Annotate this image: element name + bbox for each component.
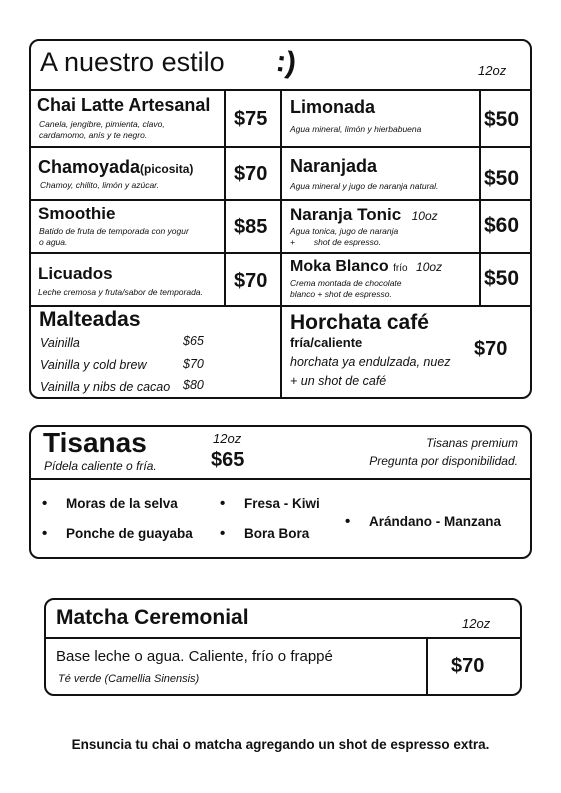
smiley-icon: :) bbox=[273, 44, 299, 81]
item-name-smoothie: Smoothie bbox=[38, 204, 116, 223]
horchata-title: Horchata café bbox=[290, 311, 429, 334]
item-name-licuados: Licuados bbox=[38, 264, 113, 283]
estilo-right-price-divider bbox=[479, 89, 481, 305]
matcha-sub: Té verde (Camellia Sinensis) bbox=[58, 673, 200, 685]
matcha-price: $70 bbox=[451, 655, 485, 677]
tisana-flavor-4: • Bora Bora bbox=[220, 525, 309, 542]
malteada-name-2: Vainilla y cold brew bbox=[40, 358, 147, 372]
item-price-chai: $75 bbox=[234, 108, 268, 130]
item-desc1-moka: Crema montada de chocolate bbox=[290, 278, 402, 288]
item-name-limonada: Limonada bbox=[290, 97, 376, 117]
estilo-row-divider-2 bbox=[30, 199, 531, 201]
item-name-chamoyada bbox=[38, 157, 193, 178]
item-desc-limonada: Agua mineral, limón y hierbabuena bbox=[290, 124, 422, 134]
malteada-price-3: $80 bbox=[183, 378, 204, 392]
item-name-naranja-tonic: Naranja Tonic bbox=[290, 205, 402, 224]
tisanas-premium-1: Tisanas premium bbox=[426, 436, 518, 450]
item-price-licuados: $70 bbox=[234, 270, 268, 292]
estilo-row-divider-4 bbox=[30, 305, 531, 307]
tisanas-price: $65 bbox=[211, 449, 245, 471]
item-size-moka: 10oz bbox=[416, 260, 443, 274]
tisana-flavor-2: • Ponche de guayaba bbox=[42, 525, 193, 542]
item-desc2-naranja-tonic: + shot de espresso. bbox=[290, 237, 381, 247]
item-name-moka: Moka Blanco bbox=[290, 258, 389, 275]
item-title-naranja-tonic bbox=[290, 205, 438, 225]
item-size-naranja-tonic: 10oz bbox=[411, 209, 438, 223]
malteadas-title: Malteadas bbox=[39, 308, 141, 331]
malteada-name-1: Vainilla bbox=[40, 336, 80, 350]
item-name-chai: Chai Latte Artesanal bbox=[37, 95, 211, 115]
estilo-size: 12oz bbox=[478, 63, 507, 78]
item-price-chamoyada: $70 bbox=[234, 163, 268, 185]
horchata-subtitle: fría/caliente bbox=[290, 335, 363, 350]
tisana-flavor-1: • Moras de la selva bbox=[42, 495, 178, 512]
item-price-limonada: $50 bbox=[484, 108, 520, 131]
matcha-title: Matcha Ceremonial bbox=[56, 606, 249, 629]
tisanas-divider bbox=[30, 478, 531, 480]
tisana-flavor-3: • Fresa - Kiwi bbox=[220, 495, 320, 512]
estilo-left-price-divider bbox=[224, 89, 226, 305]
item-desc1-naranja-tonic: Agua tonica, jugo de naranja bbox=[290, 226, 399, 236]
matcha-price-divider bbox=[426, 637, 428, 695]
item-price-naranja-tonic: $60 bbox=[484, 214, 520, 237]
item-desc2-moka: blanco + shot de espresso. bbox=[290, 289, 392, 299]
item-desc-chamoyada: Chamoy, chilito, limón y azúcar. bbox=[40, 180, 160, 190]
tisanas-size: 12oz bbox=[213, 431, 242, 446]
matcha-divider bbox=[45, 637, 521, 639]
matcha-size: 12oz bbox=[462, 616, 491, 631]
estilo-center-divider bbox=[280, 89, 282, 398]
tisanas-title: Tisanas bbox=[43, 427, 147, 458]
item-note-moka: frío bbox=[393, 263, 408, 274]
footer-note: Ensuncia tu chai o matcha agregando un shot de espresso extra. bbox=[71, 737, 490, 752]
horchata-desc-1: horchata ya endulzada, nuez bbox=[290, 355, 451, 369]
estilo-row-divider-1 bbox=[30, 146, 531, 148]
malteada-name-3: Vainilla y nibs de cacao bbox=[40, 380, 171, 394]
item-title-moka bbox=[290, 258, 442, 276]
item-desc-chai: Canela, jengibre, pimienta, clavo, cardamomo, anís y te negro. bbox=[39, 119, 165, 140]
malteada-price-1: $65 bbox=[183, 334, 204, 348]
estilo-row-divider-3 bbox=[30, 252, 531, 254]
matcha-desc: Base leche o agua. Caliente, frío o frappé bbox=[56, 648, 333, 665]
item-desc-licuados: Leche cremosa y fruta/sabor de temporada. bbox=[38, 287, 203, 297]
tisanas-premium-2: Pregunta por disponibilidad. bbox=[369, 454, 518, 468]
horchata-desc-2: + un shot de café bbox=[290, 374, 387, 388]
item-desc-smoothie: Batido de fruta de temporada con yogur o agua. bbox=[39, 226, 189, 247]
malteada-price-2: $70 bbox=[183, 357, 204, 371]
item-desc-naranjada: Agua mineral y jugo de naranja natural. bbox=[290, 181, 439, 191]
estilo-title: A nuestro estilo bbox=[40, 47, 225, 77]
item-note-chamoyada: (picosita) bbox=[140, 162, 194, 176]
tisana-flavor-5: • Arándano - Manzana bbox=[345, 513, 501, 530]
item-price-moka: $50 bbox=[484, 267, 520, 290]
item-name-chamoyada-text: Chamoyada bbox=[38, 157, 141, 177]
item-price-naranjada: $50 bbox=[484, 167, 520, 190]
horchata-price: $70 bbox=[474, 338, 508, 360]
item-price-smoothie: $85 bbox=[234, 216, 268, 238]
item-name-naranjada: Naranjada bbox=[290, 156, 378, 176]
tisanas-subtitle: Pídela caliente o fría. bbox=[44, 459, 157, 473]
